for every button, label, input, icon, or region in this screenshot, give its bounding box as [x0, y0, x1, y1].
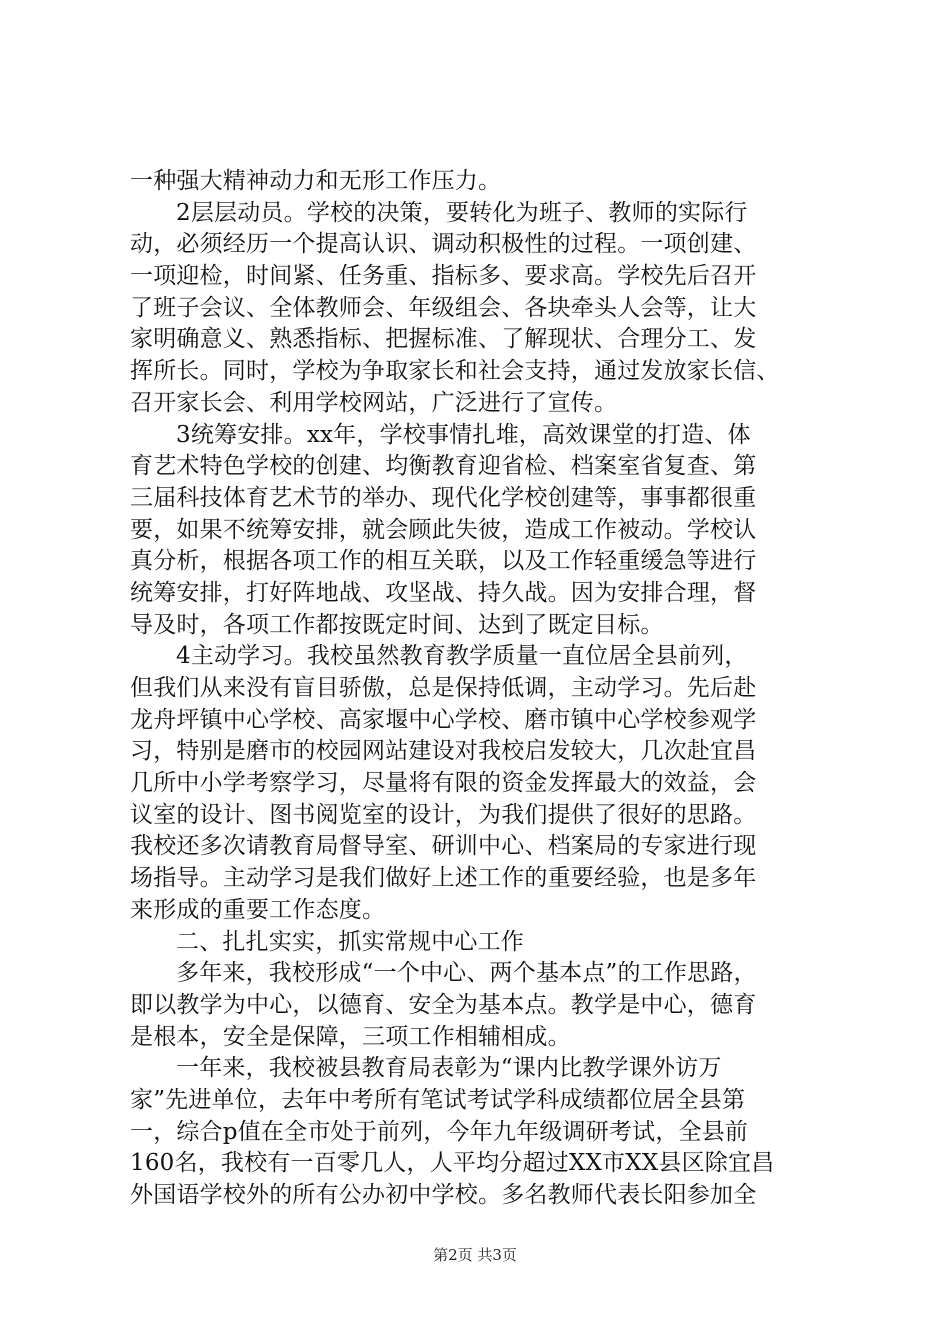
text-line: 一项迎检，时间紧、任务重、指标多、要求高。学校先后召开: [130, 263, 757, 290]
page-footer: 第2页 共3页: [433, 1246, 517, 1264]
text-line: 我校还多次请教育局督导室、研训中心、档案局的专家进行现: [130, 833, 757, 860]
text-line: 是根本，安全是保障，三项工作相辅相成。: [130, 1023, 571, 1050]
text-line: 场指导。主动学习是我们做好上述工作的重要经验，也是多年: [130, 865, 757, 892]
text-line: 3统筹安排。xx年，学校事情扎堆，高效课堂的打造、体: [176, 421, 751, 448]
text-line: 一年来，我校被县教育局表彰为“课内比教学课外访万: [176, 1055, 722, 1082]
text-line: 多年来，我校形成“一个中心、两个基本点”的工作思路，: [176, 960, 757, 987]
text-line: 一，综合p值在全市处于前列，今年九年级调研考试，全县前: [130, 1118, 749, 1145]
text-line: 即以教学为中心，以德育、安全为基本点。教学是中心，德育: [130, 991, 757, 1018]
text-line: 了班子会议、全体教师会、年级组会、各块牵头人会等，让大: [130, 294, 757, 321]
text-line: 议室的设计、图书阅览室的设计，为我们提供了很好的思路。: [130, 801, 757, 828]
text-line: 几所中小学考察学习，尽量将有限的资金发挥最大的效益，会: [130, 770, 757, 797]
text-line: 来形成的重要工作态度。: [130, 896, 386, 923]
text-line: 一种强大精神动力和无形工作压力。: [130, 168, 502, 194]
text-line: 动，必须经历一个提高认识、调动积极性的过程。一项创建、: [130, 231, 757, 258]
text-line: 统筹安排，打好阵地战、攻坚战、持久战。因为安排合理，督: [130, 579, 757, 606]
text-line: 外国语学校外的所有公办初中学校。多名教师代表长阳参加全: [130, 1182, 757, 1208]
text-line: 家”先进单位，去年中考所有笔试考试学科成绩都位居全县第: [130, 1086, 746, 1113]
text-line: 导及时，各项工作都按既定时间、达到了既定目标。: [130, 611, 664, 638]
text-line: 三届科技体育艺术节的举办、现代化学校创建等，事事都很重: [130, 484, 757, 511]
text-line: 4主动学习。我校虽然教育教学质量一直位居全县前列，: [176, 643, 748, 670]
text-line: 真分析，根据各项工作的相互关联，以及工作轻重缓急等进行: [130, 548, 757, 575]
text-line: 习，特别是磨市的校园网站建设对我校启发较大，几次赴宜昌: [130, 738, 757, 765]
text-line: 挥所长。同时，学校为争取家长和社会支持，通过发放家长信、: [130, 358, 780, 385]
text-line: 家明确意义、熟悉指标、把握标准、了解现状、合理分工、发: [130, 326, 757, 353]
document-body: [130, 166, 830, 1212]
text-line: 龙舟坪镇中心学校、高家堰中心学校、磨市镇中心学校参观学: [130, 706, 757, 733]
text-line: 召开家长会、利用学校网站，广泛进行了宣传。: [130, 389, 618, 416]
text-line: 但我们从来没有盲目骄傲，总是保持低调，主动学习。先后赴: [130, 675, 757, 701]
text-line: 要，如果不统筹安排，就会顾此失彼，造成工作被动。学校认: [130, 516, 757, 543]
text-line: 育艺术特色学校的创建、均衡教育迎省检、档案室省复查、第: [130, 453, 757, 480]
text-line: 二、扎扎实实，抓实常规中心工作: [176, 928, 524, 955]
text-line: 160名，我校有一百零几人，人平均分超过XX市XX县区除宜昌: [130, 1150, 775, 1177]
text-line: 2层层动员。学校的决策，要转化为班子、教师的实际行: [176, 199, 748, 226]
